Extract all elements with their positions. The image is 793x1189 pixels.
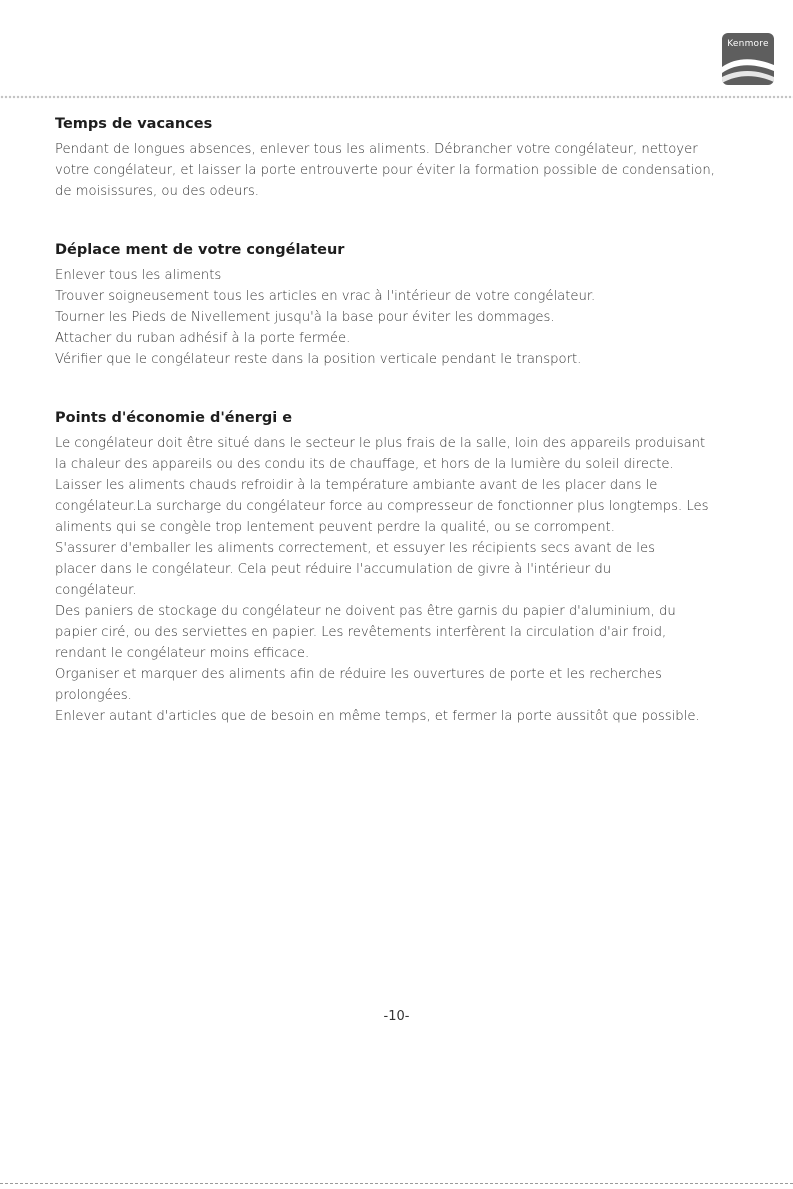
body-line: Vérifier que le congélateur reste dans la position verticale pendant le transport. bbox=[55, 352, 582, 367]
body-line: la chaleur des appareils ou des condu its de chauffage, et hors de la lumière du soleil directe. bbox=[55, 457, 674, 472]
logo-brand-text: Kenmore bbox=[727, 39, 769, 49]
body-line: Laisser les aliments chauds refroidir à la température ambiante avant de les placer dans le bbox=[55, 478, 658, 493]
section-moving bbox=[55, 240, 767, 370]
body-line: congélateur.La surcharge du congélateur force au compresseur de fonctionner plus longtemps. Les bbox=[55, 499, 709, 514]
body-line: S'assurer d'emballer les aliments correctement, et essuyer les récipients secs avant de les bbox=[55, 541, 655, 556]
section-energy-saving bbox=[55, 408, 767, 727]
body-line: Attacher du ruban adhésif à la porte fermée. bbox=[55, 331, 351, 346]
page-number: -10- bbox=[383, 1009, 410, 1024]
section-title: Points d'économie d'énergi e bbox=[55, 410, 293, 426]
section-title: Déplace ment de votre congélateur bbox=[55, 242, 345, 258]
body-line: Tourner les Pieds de Nivellement jusqu'à la base pour éviter les dommages. bbox=[55, 310, 555, 325]
footer-divider bbox=[0, 1183, 793, 1184]
body-line: placer dans le congélateur. Cela peut réduire l'accumulation de givre à l'intérieur du bbox=[55, 562, 612, 577]
body-line: Des paniers de stockage du congélateur ne doivent pas être garnis du papier d'aluminium, du bbox=[55, 604, 676, 619]
body-line: Enlever tous les aliments bbox=[55, 268, 222, 283]
body-line: papier ciré, ou des serviettes en papier. Les revêtements interfèrent la circulation d'air froid, bbox=[55, 625, 667, 640]
page-content bbox=[55, 114, 767, 765]
header-divider bbox=[0, 94, 793, 100]
body-line: votre congélateur, et laisser la porte entrouverte pour éviter la formation possible de condensation, bbox=[55, 163, 715, 178]
body-line: aliments qui se congèle trop lentement peuvent perdre la qualité, ou se corrompent. bbox=[55, 520, 615, 535]
body-line: congélateur. bbox=[55, 583, 137, 598]
section-title: Temps de vacances bbox=[55, 116, 213, 132]
body-line: Le congélateur doit être situé dans le secteur le plus frais de la salle, loin des appareils produisant bbox=[55, 436, 706, 451]
body-line: Pendant de longues absences, enlever tous les aliments. Débrancher votre congélateur, nettoyer bbox=[55, 142, 698, 157]
body-line: Trouver soigneusement tous les articles en vrac à l'intérieur de votre congélateur. bbox=[55, 289, 596, 304]
body-line: Organiser et marquer des aliments afin de réduire les ouvertures de porte et les recherches bbox=[55, 667, 662, 682]
body-line: de moisissures, ou des odeurs. bbox=[55, 184, 259, 199]
kenmore-logo bbox=[722, 33, 774, 85]
body-line: prolongées. bbox=[55, 688, 132, 703]
body-line: Enlever autant d'articles que de besoin en même temps, et fermer la porte aussitôt que possible. bbox=[55, 709, 700, 724]
body-line: rendant le congélateur moins efficace. bbox=[55, 646, 310, 661]
section-vacation bbox=[55, 114, 767, 202]
